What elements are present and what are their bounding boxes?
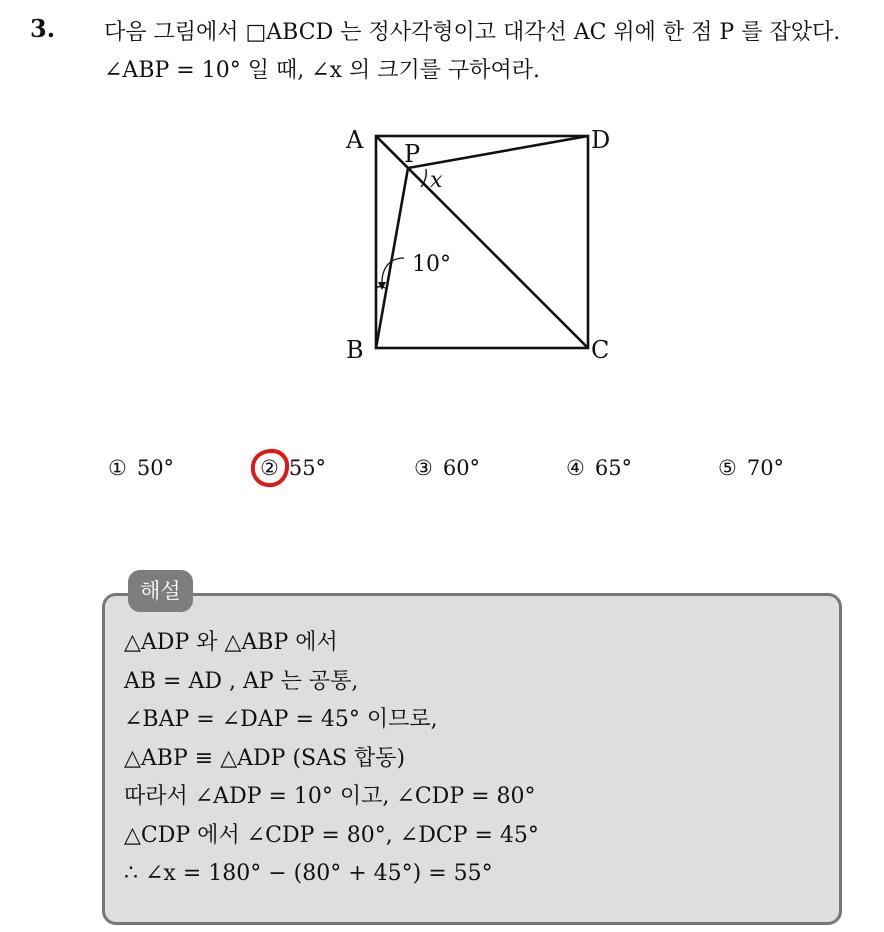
choice-2-marker-glyph: ② xyxy=(260,456,279,480)
choice-1-value: 50° xyxy=(136,456,175,480)
choice-2-marker xyxy=(260,456,279,480)
choice-2[interactable] xyxy=(260,456,326,480)
solution-line-4: △ABP ≡ △ADP (SAS 합동) xyxy=(124,745,406,771)
choice-4-value: 65° xyxy=(594,456,633,480)
selected-circle-icon xyxy=(248,446,292,490)
solution-line-6: △CDP 에서 ∠CDP = 80°, ∠DCP = 45° xyxy=(124,822,539,848)
label-p: P xyxy=(404,140,421,168)
solution-title: 해설 xyxy=(128,570,193,612)
question-text: 다음 그림에서 □ABCD 는 정사각형이고 대각선 AC 위에 한 점 P 를 잡았다. ∠ABP = 10° 일 때, ∠x 의 크기를 구하여라. xyxy=(104,20,841,83)
choice-4-marker: ④ xyxy=(566,456,585,480)
segment-pd xyxy=(408,136,588,168)
solution-line-1: △ADP 와 △ABP 에서 xyxy=(124,630,338,655)
solution-line-3: ∠BAP = ∠DAP = 45° 이므로, xyxy=(124,707,438,732)
choice-2-value: 55° xyxy=(288,456,327,480)
solution-line-5: 따라서 ∠ADP = 10° 이고, ∠CDP = 80° xyxy=(124,784,536,809)
choice-3-value: 60° xyxy=(442,456,481,480)
square-diagram xyxy=(330,118,630,368)
square-figure xyxy=(330,118,630,372)
label-a: A xyxy=(346,126,364,154)
choice-3-marker: ③ xyxy=(414,456,433,480)
angle-leader-line xyxy=(382,258,404,282)
choice-5[interactable] xyxy=(718,456,784,480)
choice-5-marker: ⑤ xyxy=(718,456,737,480)
solution-body xyxy=(124,624,824,894)
choice-3[interactable] xyxy=(414,456,480,480)
solution-line-2: AB = AD , AP 는 공통, xyxy=(124,668,359,694)
choice-1[interactable] xyxy=(108,456,174,480)
label-d: D xyxy=(591,126,611,154)
choice-4[interactable] xyxy=(566,456,632,480)
label-angle-10: 10° xyxy=(412,252,451,277)
label-c: C xyxy=(591,336,610,364)
choice-5-value: 70° xyxy=(746,456,785,480)
choice-1-marker: ① xyxy=(108,456,127,480)
solution-line-7: ∴ ∠x = 180° − (80° + 45°) = 55° xyxy=(124,861,493,886)
answer-choices xyxy=(108,456,828,490)
label-b: B xyxy=(346,336,364,364)
question-number: 3. xyxy=(30,14,56,43)
label-x: x xyxy=(430,168,443,193)
